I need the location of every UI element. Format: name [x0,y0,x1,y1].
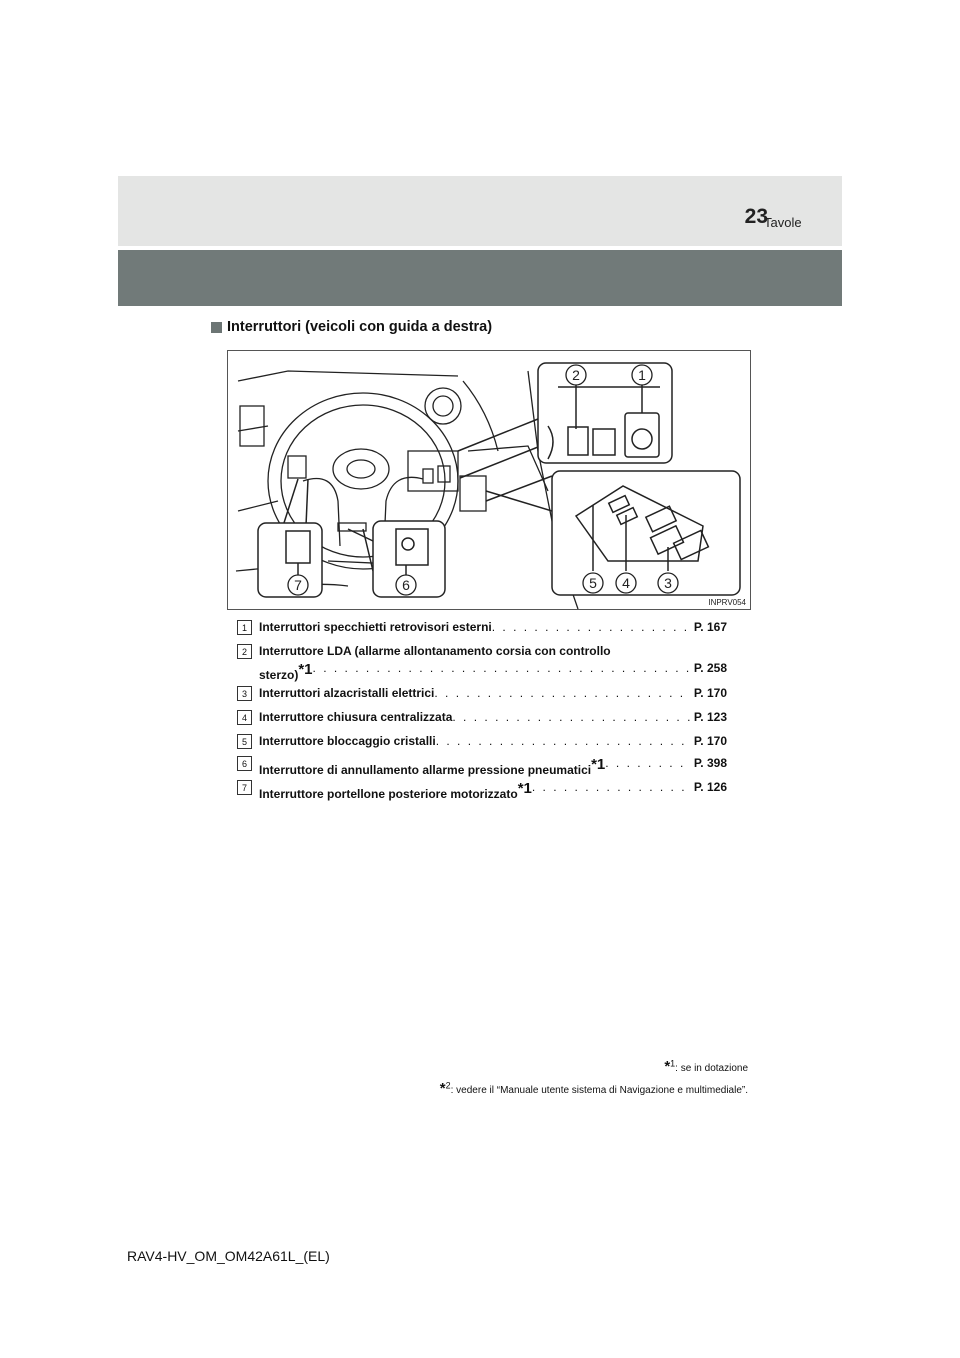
dashboard-illustration [228,351,750,609]
list-item [237,620,727,636]
callout-5-label: 5 [589,575,597,591]
item-page[interactable]: P. 258 [693,661,727,675]
item-text: Interruttore portellone posteriore motorizzato [259,787,518,801]
list-item [237,686,727,702]
item-number: 5 [237,734,252,749]
item-number: 2 [237,644,252,659]
item-footnote-mark: *1 [591,756,606,773]
list-item [237,756,727,777]
item-page[interactable]: P. 170 [693,686,727,700]
item-number: 7 [237,780,252,795]
item-page[interactable]: P. 123 [693,710,727,724]
figure-code: INPRV054 [708,598,746,607]
item-number: 6 [237,756,252,771]
footnote-2: *$^2$: vedere il “Manuale utente sistema di Navigazione e multimediale”. [439,1080,748,1097]
item-number: 4 [237,710,252,725]
callout-1-label: 1 [638,367,646,383]
page-number: 23 [744,205,768,228]
document-code: RAV4-HV_OM_OM42A61L_(EL) [127,1248,330,1264]
item-page[interactable]: P. 126 [693,780,727,794]
footnote-1: *$^1$: se in dotazione [664,1058,748,1075]
item-footnote-mark: *1 [298,661,313,678]
item-page[interactable]: P. 167 [693,620,727,634]
item-number: 3 [237,686,252,701]
item-text: Interruttore di annullamento allarme pressione pneumatici [259,763,592,777]
section-title: Tavole [764,215,802,230]
header-band-dark [118,250,842,306]
list-item [237,734,727,750]
list-item [237,780,727,801]
item-text: Interruttori alzacristalli elettrici [259,686,435,700]
item-page[interactable]: P. 398 [693,756,727,770]
list-item [237,644,727,682]
item-text: Interruttore LDA (allarme allontanamento corsia con controllo [259,644,611,658]
item-text: Interruttori specchietti retrovisori esterni [259,620,492,634]
callout-7-label: 7 [294,577,302,593]
callout-3-label: 3 [664,575,672,591]
callout-6-label: 6 [402,577,410,593]
callout-4-label: 4 [622,575,630,591]
dashboard-figure [227,350,751,610]
item-text: Interruttore bloccaggio cristalli [259,734,436,748]
item-footnote-mark: *1 [517,780,532,797]
item-text: Interruttore chiusura centralizzata [259,710,453,724]
section-heading [211,319,492,335]
heading-text: Interruttori (veicoli con guida a destra) [227,319,493,335]
dash-switch-left [288,456,306,478]
item-page[interactable]: P. 170 [693,734,727,748]
list-item [237,710,727,726]
heading-square-icon [211,322,222,333]
item-text-2: sterzo) [259,668,299,682]
callout-2-label: 2 [572,367,580,383]
item-number: 1 [237,620,252,635]
